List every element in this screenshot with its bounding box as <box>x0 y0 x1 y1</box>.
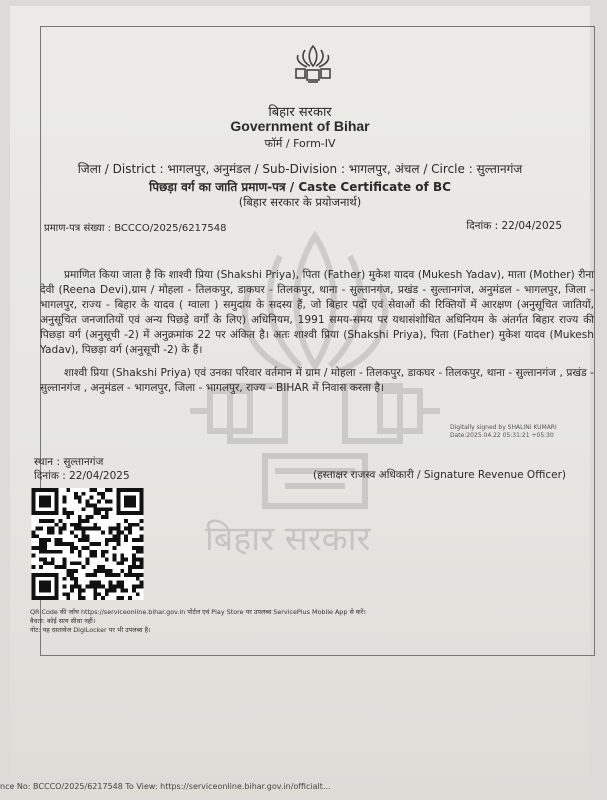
qr-note-line-2: वैधता: कोई सत्य सीधा नहीं। <box>30 617 96 625</box>
signature-signed-by: Digitally signed by SHALINI KUMARI <box>450 424 557 431</box>
bihar-emblem-icon <box>288 44 338 86</box>
qr-note-line-1: QR Code की जाँच https://serviceonline.bihar.gov.in पोर्टल एवं Play Store पर उपलब्ध ServicePlus Mobile App से करें। <box>30 608 366 616</box>
page-footer-reference: nce No: BCCCO/2025/6217548 To View: https://serviceonline.bihar.gov.in/officialt... <box>0 782 331 791</box>
certificate-number: प्रमाण-पत्र संख्या : BCCCO/2025/6217548 <box>44 223 227 234</box>
header-english-title: Government of Bihar <box>230 118 370 134</box>
qr-code-icon[interactable] <box>30 488 145 600</box>
header-hindi-title: बिहार सरकार <box>268 105 332 120</box>
place: स्थान : सुल्तानगंज <box>34 456 104 468</box>
qr-note-line-3: नोट: यह दस्तावेज DigiLocker पर भी उपलब्ध है। <box>30 626 151 634</box>
place-date: दिनांक : 22/04/2025 <box>34 470 130 482</box>
certificate-paragraph-1: प्रमाणित किया जाता है कि शाश्वी प्रिया (Shakshi Priya), पिता (Father) मुकेश यादव (Mukesh Yadav), माता (Mother) रीना देवी (Reena Devi),ग्राम / मोहला - तिलकपुर, डाकघर - तिलकपुर, थाना - सुल्तानगंज, प्रखंड - सुल्तानगंज, अनुमंडल - भागलपुर, जिला - भागलपुर, राज्य - बिहार के यादव ( ग्वाला ) समुदाय के सदस्य हैं, जो बिहार पदों एवं सेवाओं की रिक्तियों में आरक्षण (अनुसूचित जातियों, अनुसूचित जनजातियों एवं अन्य पिछड़े वर्गों के लिए) अधिनियम, 1991 समय-समय पर यथासंशोधित अधिनियम के अंतर्गत बिहार राज्य की पिछड़ा वर्ग (अनुसूची -2) में अनुक्रमांक 22 पर अंकित है। अतः शाश्वी प्रिया (Shakshi Priya), पिता (Father) मुकेश यादव (Mukesh Yadav), पिछड़ा वर्ग (अनुसूची -2) के हैं। <box>40 269 594 356</box>
certificate-purpose: (बिहार सरकार के प्रयोजनार्थ) <box>238 195 362 209</box>
form-number: फॉर्म / Form-IV <box>264 137 336 150</box>
certificate-paragraph-2: शाश्वी प्रिया (Shakshi Priya) एवं उनका परिवार वर्तमान में ग्राम / मोहला - तिलकपुर, डाकघर - तिलकपुर, थाना - सुल्तानगंज , प्रखंड - सुल्तानगंज , अनुमंडल - भागलपुर, जिला - भागलपुर, राज्य - BIHAR में निवास करता है। <box>40 367 594 394</box>
officer-signature-label: (हस्ताक्षर राजस्व अधिकारी / Signature Revenue Officer) <box>312 469 566 481</box>
signature-date: Date:2025.04.22 05:31:21 +05:30 <box>450 432 554 439</box>
qr-note <box>30 608 366 635</box>
certificate-sheet <box>10 6 594 796</box>
digital-signature <box>450 424 557 440</box>
certificate-title: पिछड़ा वर्ग का जाति प्रमाण-पत्र / Caste Certificate of BC <box>149 180 451 194</box>
issue-date: दिनांक : 22/04/2025 <box>466 220 562 232</box>
district-line: जिला / District : भागलपुर, अनुमंडल / Sub-Division : भागलपुर, अंचल / Circle : सुल्तानगंज <box>77 162 523 176</box>
watermark-text: बिहार सरकार <box>205 519 371 559</box>
